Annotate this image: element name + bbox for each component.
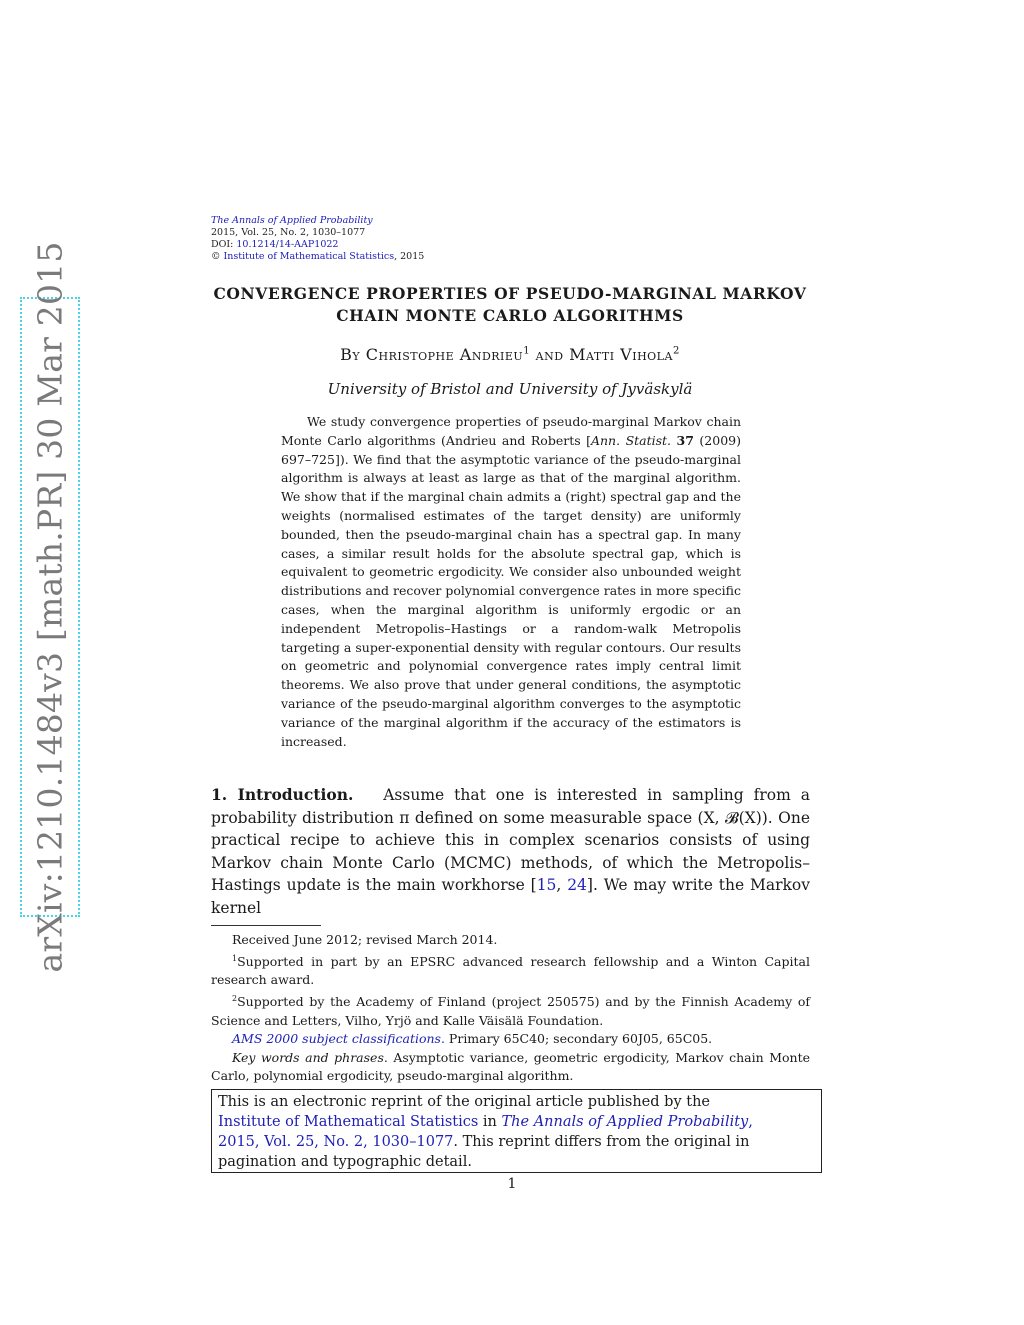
footnote-2 — [211, 990, 810, 1030]
reprint-notice-box — [211, 1089, 822, 1173]
citation-separator: , — [556, 876, 568, 894]
footnote-1-mark: 1 — [232, 953, 238, 963]
title-line-2: CHAIN MONTE CARLO ALGORITHMS — [336, 306, 684, 325]
arxiv-identifier: arXiv:1210.1484v3 [math.PR] 30 Mar 2015 — [30, 241, 70, 973]
citation-15[interactable]: 15 — [536, 876, 557, 894]
introduction-paragraph — [211, 784, 810, 919]
abstract-part-2: (2009) 697–725]). We find that the asymptotic variance of the pseudo-marginal algorithm is always at least as large as that of the marginal algorithm. We show that if the marginal chain admits a (right) spectral gap and the weights (normalised estimates of the target density) are uniformly bounded, then the pseudo-marginal chain has a spectral gap. In many cases, a similar result holds for the absolute spectral gap, which is equivalent to geometric ergodicity. We consider also unbounded weight distributions and recover polynomial convergence rates in more specific cases, when the marginal algorithm is uniformly ergodic or an independent Metropolis–Hastings or a random-walk Metropolis targeting a super-exponential density with regular contours. Our results on geometric and polynomial convergence rates imply central limit theorems. We also prove that under general conditions, the asymptotic variance of the pseudo-marginal algorithm converges to the asymptotic variance of the marginal algorithm if the accuracy of the estimators is increased. — [281, 432, 741, 749]
abstract-part-1: We study convergence properties of pseudo-marginal Markov chain Monte Carlo algorithms (Andrieu and Roberts [ — [281, 414, 741, 448]
author-line — [160, 345, 860, 364]
doi-link[interactable]: 10.1214/14-AAP1022 — [236, 239, 339, 250]
abstract-ref-volume: 37 — [676, 432, 694, 448]
affiliation: University of Bristol and University of Jyväskylä — [327, 380, 693, 398]
ams-classification-text: Primary 65C40; secondary 60J05, 65C05. — [444, 1031, 713, 1047]
copyright-symbol: © — [211, 251, 221, 262]
and-label: and — [535, 345, 564, 364]
citation-24[interactable]: 24 — [567, 876, 587, 894]
abstract — [281, 413, 741, 751]
keywords-label: Key words and phrases. — [232, 1049, 388, 1065]
reprint-publisher-link[interactable]: Institute of Mathematical Statistics — [218, 1114, 479, 1130]
keywords-text: Asymptotic variance, geometric ergodicity, Markov chain Monte Carlo, polynomial ergodicity, pseudo-marginal algorithm. — [211, 1049, 811, 1084]
ams-classification-link[interactable]: AMS 2000 subject classifications. — [232, 1031, 445, 1047]
footnote-rule — [211, 925, 321, 926]
reprint-text-1: This is an electronic reprint of the original article published by the — [218, 1094, 710, 1110]
arxiv-stamp[interactable] — [20, 241, 80, 973]
paper-title — [160, 283, 860, 327]
reprint-text-2: . This reprint differs from the original in pagination and typographic detail. — [218, 1134, 750, 1170]
abstract-ref-journal: Ann. Statist. — [590, 432, 672, 448]
copyright-year: , 2015 — [394, 251, 425, 262]
reprint-comma: , — [748, 1114, 753, 1130]
ams-classification — [211, 1030, 810, 1049]
footnote-1 — [211, 950, 810, 990]
intro-text-2: ]. We may write the Markov kernel — [211, 876, 811, 917]
received-note: Received June 2012; revised March 2014. — [232, 932, 498, 947]
doi-label: DOI: — [211, 239, 234, 250]
footnotes — [211, 931, 810, 1086]
journal-name-link[interactable]: The Annals of Applied Probability — [211, 215, 373, 226]
publisher-link[interactable]: Institute of Mathematical Statistics — [223, 251, 395, 262]
author-2: Matti Vihola — [569, 345, 673, 364]
author-2-footnote-mark[interactable]: 2 — [672, 345, 680, 357]
title-line-1: CONVERGENCE PROPERTIES OF PSEUDO-MARGINAL MARKOV — [213, 284, 807, 303]
page-number: 1 — [507, 1176, 517, 1192]
author-1: Christophe Andrieu — [365, 345, 524, 364]
footnote-2-text: Supported by the Academy of Finland (project 250575) and by the Finnish Academy of Science and Letters, Vilho, Yrjö and Kalle Väisälä Foundation. — [211, 994, 810, 1028]
reprint-in: in — [478, 1114, 502, 1130]
intro-text-1: Assume that one is interested in sampling from a probability distribution π defined on some measurable space (X, 𝓑(X)). One practical recipe to achieve this in complex scenarios consists of using Markov chain Monte Carlo (MCMC) methods, of which the Metropolis–Hastings update is the main workhorse [ — [211, 786, 811, 894]
footnote-2-mark: 2 — [232, 993, 238, 1003]
author-1-footnote-mark[interactable]: 1 — [523, 345, 531, 357]
by-label: By — [340, 345, 361, 364]
section-heading-introduction: 1. Introduction. — [211, 785, 354, 804]
keywords — [211, 1049, 810, 1086]
reprint-journal-link[interactable]: The Annals of Applied Probability — [501, 1114, 749, 1130]
footnote-1-text: Supported in part by an EPSRC advanced research fellowship and a Winton Capital research award. — [211, 953, 810, 988]
reprint-volume-link[interactable]: 2015, Vol. 25, No. 2, 1030–1077 — [218, 1134, 454, 1150]
journal-volume: 2015, Vol. 25, No. 2, 1030–1077 — [211, 227, 366, 238]
journal-header — [211, 215, 424, 263]
